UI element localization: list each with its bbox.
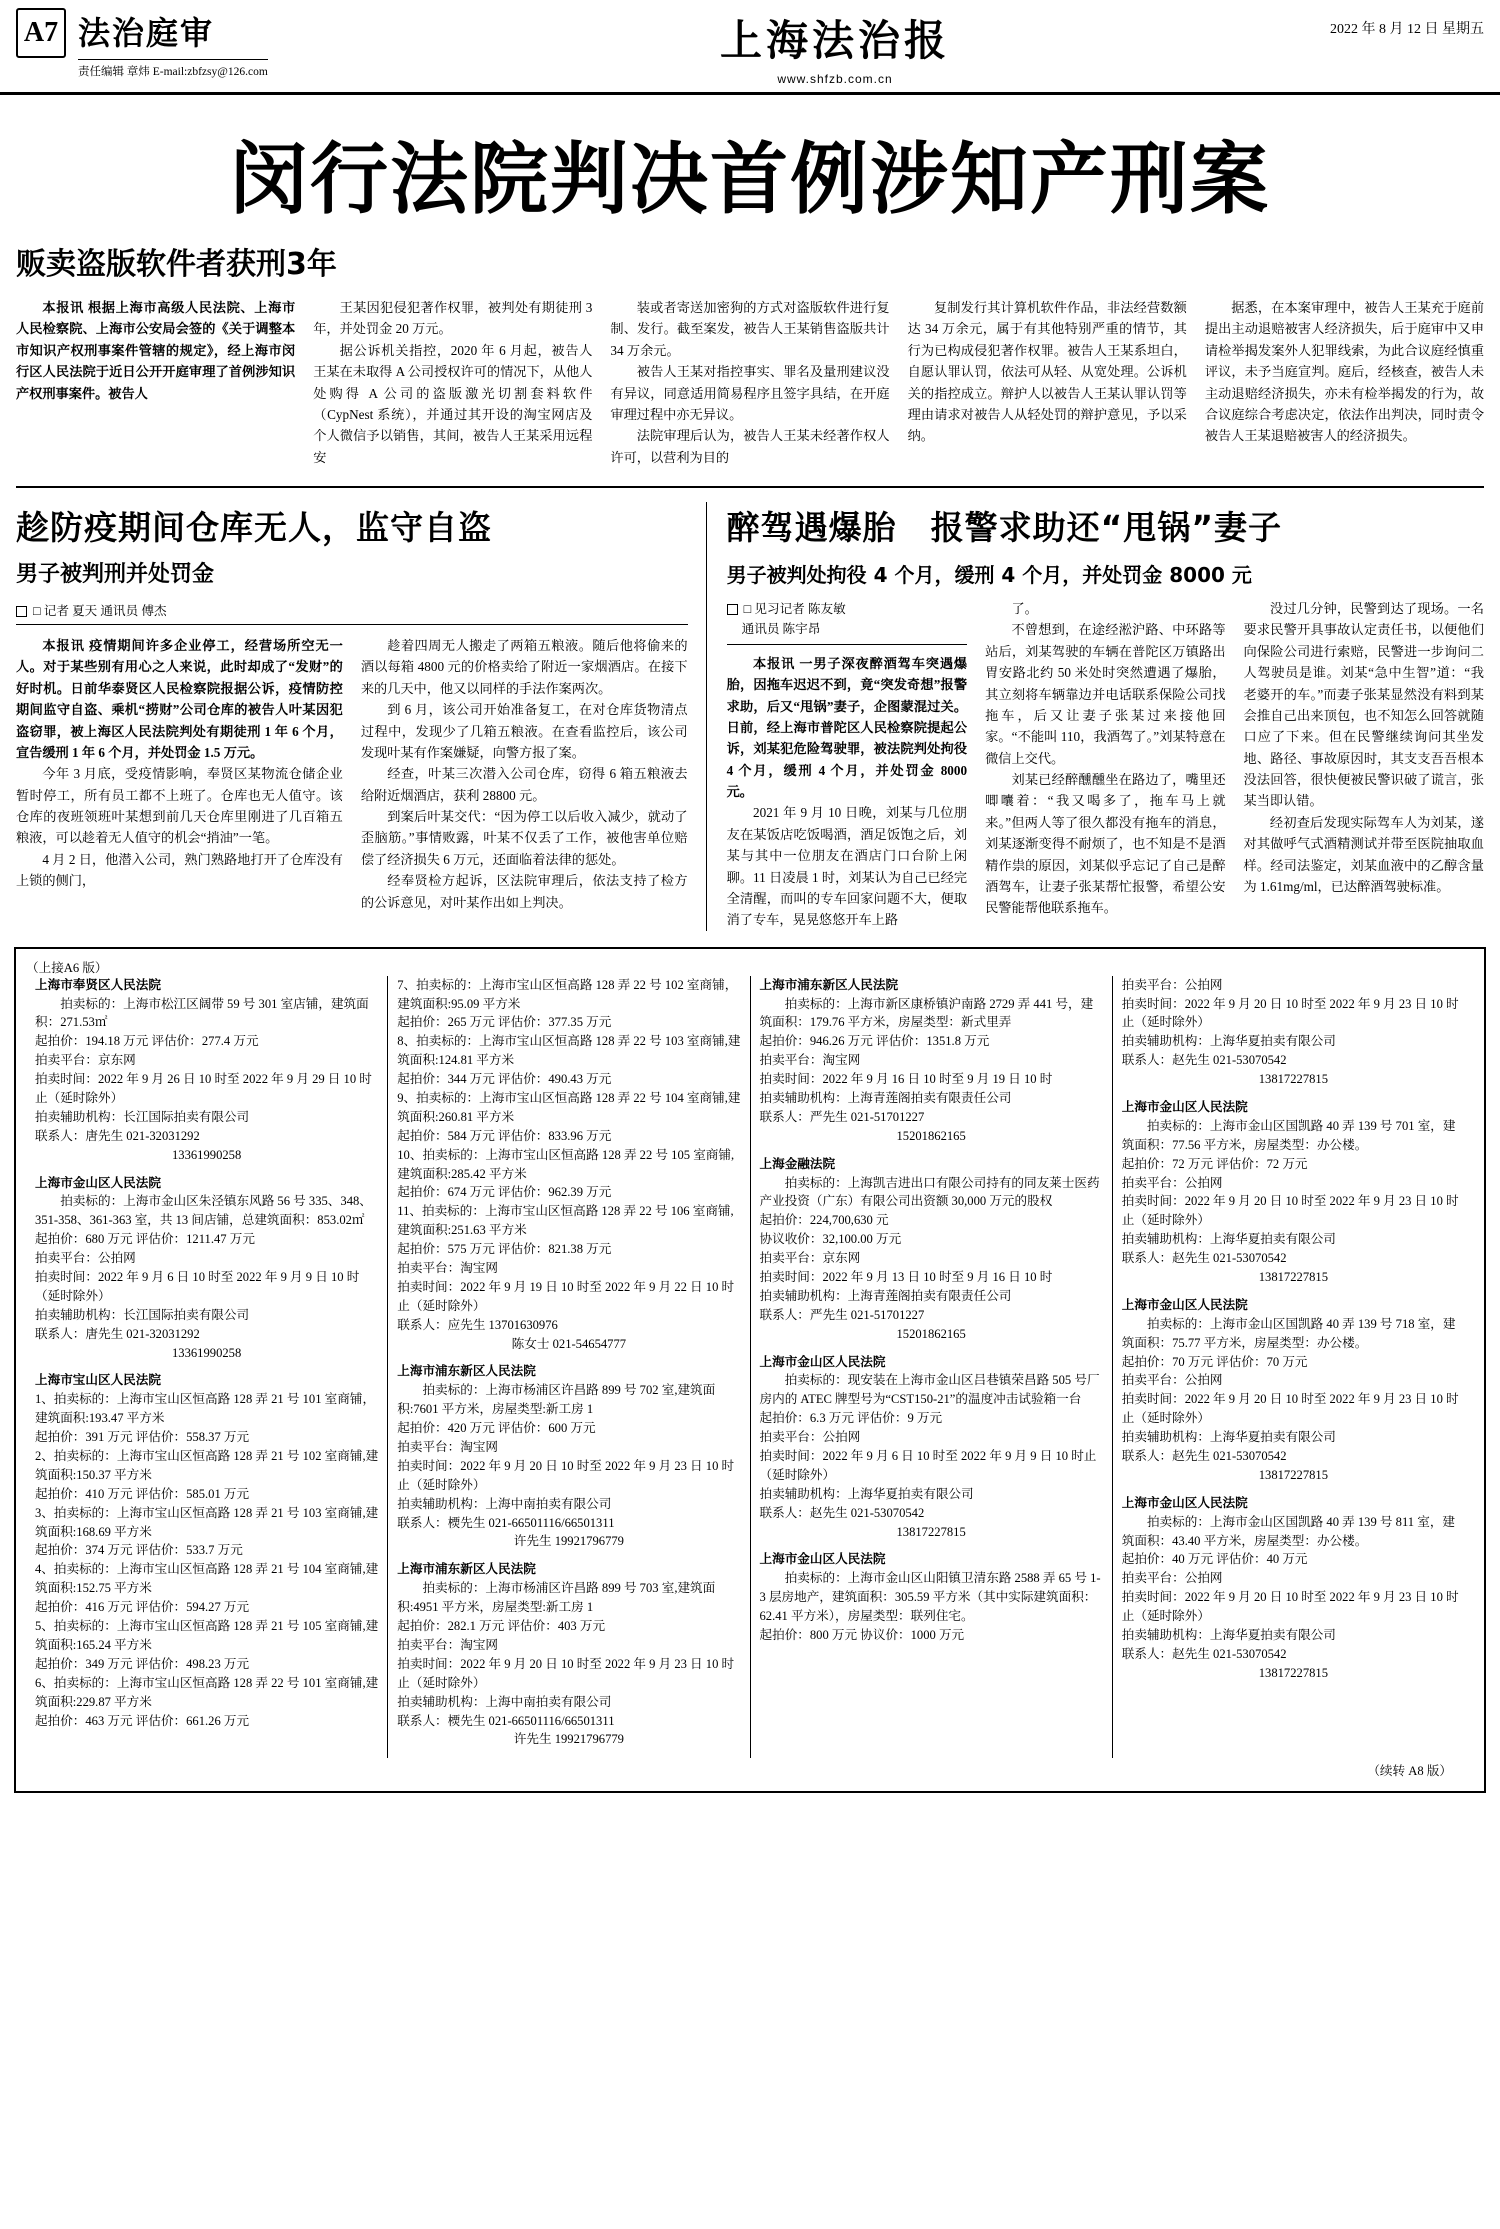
auction-line: 5、拍卖标的：上海市宝山区恒高路 128 弄 21 号 105 室商铺,建筑面积:165.24 平方米: [35, 1619, 379, 1652]
publication-date: 2022 年 8 月 12 日 星期五: [1330, 22, 1484, 37]
auction-columns: [26, 976, 1474, 1759]
auction-entry: [760, 976, 1103, 1146]
auction-line: 拍卖平台：京东网: [759, 1251, 861, 1266]
byline-bullet-icon: [727, 604, 738, 615]
court-name: 上海市金山区人民法院: [1121, 1297, 1248, 1312]
auction-line: 联系人：赵先生 021-53070542: [1121, 1251, 1287, 1266]
story2-column-2: [361, 635, 688, 913]
story2-column-1: [16, 635, 343, 913]
auction-line: 拍卖辅助机构：上海中南拍卖有限公司: [397, 1694, 612, 1709]
lead-column-3: [610, 297, 889, 468]
auction-line: 拍卖时间：2022 年 9 月 13 日 10 时至 9 月 16 日 10 时: [759, 1270, 1053, 1285]
auction-entry: [397, 976, 740, 1354]
auction-line: 拍卖标的：现安装在上海市金山区吕巷镇荣昌路 505 号厂房内的 ATEC 牌型号为“CST150-21”的温度冲击试验箱一台: [759, 1373, 1100, 1407]
continued-from-label: （上接A6 版）: [26, 960, 108, 975]
auction-line: 拍卖平台：淘宝网: [397, 1261, 498, 1276]
auction-line: 拍卖时间：2022 年 9 月 26 日 10 时至 2022 年 9 月 29 日 10 时止（延时除外）: [35, 1072, 372, 1105]
paragraph: 本报讯 根据上海市高级人民法院、上海市人民检察院、上海市公安局会签的《关于调整本市知识产权刑事案件管辖的规定》，经上海市闵行区人民法院于近日公开开庭审理了首例涉知识产权刑事案件。被告人: [16, 300, 296, 401]
auction-entry: [1122, 976, 1465, 1089]
auction-line: 许先生 19921796779: [513, 1732, 624, 1747]
court-name: 上海市宝山区人民法院: [35, 1373, 161, 1388]
paragraph: 装或者寄送加密狗的方式对盗版软件进行复制、发行。截至案发，被告人王某销售盗版共计 34 万余元。: [610, 300, 890, 358]
auction-entry: [760, 1155, 1103, 1344]
paragraph: 今年 3 月底，受疫情影响，奉贤区某物流仓储企业暂时停工，所有员工都不上班了。仓库也无人值守。该仓库的夜班领班叶某想到前几天仓库里刚进了几百箱五粮液，可以趁着无人值守的机会“捎油”一笔。: [16, 766, 343, 846]
mid-section: [0, 502, 1500, 931]
continued-to-label: （续转 A8 版）: [1367, 1764, 1452, 1779]
lead-subhead: 贩卖盗版软件者获刑3年: [16, 247, 337, 282]
auction-line: 起拍价：391 万元 评估价：558.37 万元: [35, 1430, 250, 1445]
auction-entry: [35, 1371, 378, 1730]
auction-line: 拍卖标的：上海市金山区国凯路 40 弄 139 号 811 室，建筑面积：43.40 平方米，房屋类型：办公楼。: [1121, 1514, 1456, 1548]
auction-line: 拍卖辅助机构：上海中南拍卖有限公司: [397, 1496, 612, 1511]
auction-line: 联系人：樮先生 021-66501116/66501311: [397, 1713, 615, 1728]
story2-body: [16, 635, 688, 913]
auction-line: 拍卖时间：2022 年 9 月 19 日 10 时至 2022 年 9 月 22 日 10 时止（延时除外）: [397, 1279, 735, 1313]
auction-line: 拍卖平台：京东网: [35, 1053, 136, 1068]
auction-line: 拍卖平台：公拍网: [35, 1251, 136, 1266]
auction-line: 起拍价：674 万元 评估价：962.39 万元: [397, 1185, 612, 1200]
story3-body: [727, 598, 1484, 931]
lead-body: [0, 297, 1500, 468]
section-block: [78, 8, 268, 79]
paragraph: 刘某已经醉醺醺坐在路边了，嘴里还唧囔着：“我又喝多了，拖车马上就来。”但两人等了很久都没有拖车的消息，刘某逐渐变得不耐烦了，也不知是不是酒精作祟的原因，刘某似乎忘记了自己是醉酒驾车，让妻子张某帮忙报警，希望公安民警能帮他联系拖车。: [985, 772, 1226, 916]
auction-line: 拍卖平台：公拍网: [1121, 1175, 1223, 1190]
auction-line: 陈女士 021-54654777: [511, 1336, 627, 1351]
auction-notice-block: [14, 947, 1486, 1794]
story3-byline-2: 通讯员 陈宇昂: [741, 622, 821, 637]
auction-line: 拍卖时间：2022 年 9 月 20 日 10 时至 2022 年 9 月 23 日 10 时止（延时除外）: [1121, 1590, 1459, 1624]
paragraph: 法院审理后认为，被告人王某未经著作权人许可，以营利为目的: [610, 428, 890, 465]
auction-line: 13361990258: [171, 1345, 242, 1360]
auction-entry: [1122, 1296, 1465, 1485]
lead-headline: 闵行法院判决首例涉知产刑案: [229, 135, 1270, 225]
auction-line: 联系人：赵先生 021-53070542: [1121, 1053, 1287, 1068]
auction-line: 13817227815: [1258, 1467, 1328, 1482]
story3-headline: 醉驾遇爆胎 报警求助还“甩锅”妻子: [726, 508, 1283, 547]
section-title: 法治庭审: [78, 14, 215, 52]
auction-line: 许先生 19921796779: [513, 1534, 624, 1549]
story2-byline: □ 记者 夏天 通讯员 傅杰: [33, 604, 167, 618]
paragraph: 经奉贤检方起诉，区法院审理后，依法支持了检方的公诉意见，对叶某作出如上判决。: [360, 873, 688, 910]
auction-column-3: [750, 976, 1112, 1759]
paragraph: 4 月 2 日，他潜入公司，熟门熟路地打开了仓库没有上锁的侧门，: [16, 851, 343, 889]
court-name: 上海市浦东新区人民法院: [397, 1364, 536, 1379]
auction-line: 15201862165: [896, 1326, 966, 1341]
paragraph: 没过几分钟，民警到达了现场。一名要求民警开具事故认定责任书，以便他们向保险公司进行索赔，民警进一步询问二人驾驶员是谁。刘某“急中生智”道：“我老婆开的车。”而妻子张某显然没有料到某会推自己出来顶包，也不知怎么回答就随口应了下来。但在民警继续询问其坐发地、路径、事故原因时，其支支吾吾根本没法回答，很快便被民警识破了谎言，张某当即认错。: [1243, 601, 1484, 809]
auction-line: 拍卖平台：淘宝网: [397, 1440, 498, 1455]
auction-line: 拍卖时间：2022 年 9 月 20 日 10 时至 2022 年 9 月 23 日 10 时止（延时除外）: [397, 1656, 735, 1690]
auction-line: 6、拍卖标的：上海市宝山区恒高路 128 弄 22 号 101 室商铺,建筑面积:229.87 平方米: [35, 1675, 379, 1709]
story2-subhead: 男子被判刑并处罚金: [16, 562, 215, 587]
auction-line: 起拍价：374 万元 评估价：533.7 万元: [35, 1543, 243, 1558]
paragraph: 趁着四周无人搬走了两箱五粮液。随后他将偷来的酒以每箱 4800 元的价格卖给了附近一家烟酒店。在接下来的几天中，他又以同样的手法作案两次。: [360, 638, 688, 696]
auction-line: 拍卖时间：2022 年 9 月 16 日 10 时至 9 月 19 日 10 时: [759, 1072, 1053, 1087]
auction-line: 13817227815: [1258, 1072, 1328, 1087]
auction-entry: [35, 976, 378, 1165]
auction-line: 起拍价：349 万元 评估价：498.23 万元: [35, 1656, 250, 1671]
auction-entry: [1122, 1098, 1465, 1287]
auction-line: 起拍价：265 万元 评估价：377.35 万元: [397, 1015, 612, 1030]
auction-column-1: [26, 976, 387, 1759]
auction-line: 拍卖辅助机构：上海华夏拍卖有限公司: [1121, 1232, 1336, 1247]
auction-line: 拍卖平台：淘宝网: [759, 1053, 861, 1068]
auction-line: 拍卖平台：公拍网: [1121, 1571, 1223, 1586]
auction-entry: [760, 1550, 1103, 1644]
auction-line: 联系人：严先生 021-51701227: [759, 1109, 925, 1124]
auction-line: 1、拍卖标的：上海市宝山区恒高路 128 弄 21 号 101 室商铺，建筑面积:193.47 平方米: [35, 1392, 376, 1426]
auction-line: 联系人：唐先生 021-32031292: [35, 1326, 200, 1341]
court-name: 上海市奉贤区人民法院: [35, 977, 161, 992]
auction-line: 拍卖标的：上海市金山区国凯路 40 弄 139 号 701 室，建筑面积：77.56 平方米，房屋类型：办公楼。: [1121, 1118, 1456, 1152]
auction-line: 11、拍卖标的：上海市宝山区恒高路 128 弄 22 号 106 室商铺,建筑面积:251.63 平方米: [397, 1204, 734, 1238]
story3-subhead: 男子被判处拘役 4 个月，缓刑 4 个月，并处罚金 8000 元: [726, 563, 1252, 587]
auction-line: 起拍价：70 万元 评估价：70 万元: [1121, 1354, 1308, 1369]
auction-column-2: [387, 976, 749, 1759]
auction-line: 拍卖标的：上海市新区康桥镇沪南路 2729 弄 441 号，建筑面积：179.76 平方米，房屋类型：新式里弄: [759, 996, 1094, 1030]
paragraph: 本报讯 疫情期间许多企业停工，经营场所空无一人。对于某些别有用心之人来说，此时却成了“发财”的好时机。日前华泰贤区人民检察院报据公诉，疫情防控期间监守自盗、乘机“捞财”公司仓库的被告人叶某因犯盗窃罪，被上海区人民法院判处有期徒刑 1 年 6 个月，宣告缓刑 1 年 6 个月，并处罚金 1.5 万元。: [16, 638, 343, 760]
auction-line: 起拍价：72 万元 评估价：72 万元: [1121, 1156, 1308, 1171]
auction-line: 起拍价：224,700,630 元: [759, 1213, 889, 1228]
court-name: 上海市金山区人民法院: [35, 1175, 161, 1190]
auction-line: 协议收价：32,100.00 万元: [759, 1232, 902, 1247]
masthead-center: [446, 8, 1224, 86]
auction-line: 拍卖时间：2022 年 9 月 6 日 10 时至 2022 年 9 月 9 日 10 时（延时除外）: [35, 1270, 360, 1303]
auction-line: 15201862165: [896, 1128, 966, 1143]
auction-line: 13361990258: [171, 1147, 242, 1162]
auction-line: 起拍价：344 万元 评估价：490.43 万元: [397, 1072, 612, 1087]
story3-column-2: [985, 598, 1225, 931]
auction-line: 拍卖时间：2022 年 9 月 6 日 10 时至 2022 年 9 月 9 日 10 时止（延时除外）: [759, 1449, 1097, 1482]
auction-line: 联系人：樮先生 021-66501116/66501311: [397, 1515, 615, 1530]
auction-line: 起拍价：575 万元 评估价：821.38 万元: [397, 1242, 612, 1257]
auction-line: 3、拍卖标的：上海市宝山区恒高路 128 弄 21 号 103 室商铺,建筑面积:168.69 平方米: [35, 1505, 379, 1539]
auction-line: 13817227815: [896, 1524, 966, 1539]
paragraph: 2021 年 9 月 10 日晚，刘某与几位朋友在某饭店吃饭喝酒，酒足饭饱之后，刘某与其中一位朋友在酒店门口台阶上闲聊。11 日凌晨 1 时，刘某认为自己已经完全清醒，而叫的专车回家问题不大，便取消了专车，晃晃悠悠开车上路: [726, 805, 968, 928]
paragraph: 经查，叶某三次潜入公司仓库，窃得 6 箱五粮液去给附近烟酒店，获利 28800 元。: [360, 766, 688, 803]
auction-line: 联系人：赵先生 021-53070542: [1121, 1646, 1287, 1661]
court-name: 上海市金山区人民法院: [1121, 1495, 1248, 1510]
auction-line: 起拍价：420 万元 评估价：600 万元: [397, 1421, 596, 1436]
auction-column-4: [1112, 976, 1474, 1759]
story3-column-1: [727, 598, 967, 931]
auction-line: 起拍价：6.3 万元 评估价：9 万元: [759, 1411, 943, 1426]
story-warehouse-theft: [16, 502, 707, 931]
auction-line: 拍卖辅助机构：长江国际拍卖有限公司: [35, 1109, 250, 1124]
paragraph: 到案后叶某交代：“因为停工以后收入减少，就动了歪脑筋。”事情败露，叶某不仅丢了工作，被他害单位赔偿了经济损失 6 万元，还面临着法律的惩处。: [360, 809, 688, 867]
masthead-left: [16, 8, 446, 79]
auction-line: 起拍价：410 万元 评估价：585.01 万元: [35, 1486, 250, 1501]
auction-line: 拍卖平台：公拍网: [1121, 1373, 1223, 1388]
auction-entry: [397, 1362, 740, 1551]
paragraph: 复制发行其计算机软件作品，非法经营数额达 34 万余元，属于有其他特别严重的情节，其行为已构成侵犯著作权罪。被告人王某系坦白，自愿认罪认罚，依法可从轻、从宽处理。公诉机关的指控成立。辩护人以被告人王某认罪认罚等理由请求对被告人从轻处罚的辩护意见，予以采纳。: [907, 300, 1187, 444]
auction-line: 拍卖标的：上海市金山区山阳镇卫清东路 2588 弄 65 号 1-3 层房地产，建筑面积：305.59 平方米（其中实际建筑面积：62.41 平方米），房屋类型：联列住宅。: [759, 1571, 1101, 1624]
auction-line: 拍卖标的：上海市金山区朱泾镇东风路 56 号 335、348、351-358、361-363 室，共 13 间店铺，总建筑面积：853.02㎡: [35, 1194, 372, 1228]
auction-line: 13817227815: [1258, 1665, 1328, 1680]
auction-line: 拍卖平台：公拍网: [1121, 977, 1223, 992]
court-name: 上海市浦东新区人民法院: [397, 1562, 536, 1577]
masthead: [0, 0, 1500, 95]
auction-line: 起拍价：800 万元 协议价：1000 万元: [759, 1628, 965, 1643]
paragraph: 据公诉机关指控，2020 年 6 月起，被告人王某在未取得 A 公司授权许可的情况下，从他人处购得 A 公司的盗版激光切割套料软件（CypNest 系统），并通过其开设的淘宝网店及个人微信予以销售，其间，被告人王某采用远程安: [313, 342, 593, 465]
auction-line: 联系人：赵先生 021-53070542: [759, 1505, 925, 1520]
page-number-text: A7: [23, 17, 59, 48]
auction-line: 联系人：唐先生 021-32031292: [35, 1128, 200, 1143]
auction-line: 拍卖辅助机构：长江国际拍卖有限公司: [35, 1307, 250, 1322]
auction-line: 拍卖标的：上海市金山区国凯路 40 弄 139 号 718 室，建筑面积：75.77 平方米，房屋类型：办公楼。: [1121, 1316, 1456, 1350]
auction-entry: [397, 1560, 740, 1749]
paragraph: 据悉，在本案审理中，被告人王某充于庭前提出主动退赔被害人经济损失，后于庭审中又申请检举揭发案外人犯罪线索，为此合议庭经慎重评议，未予当庭宣判。庭后，经核查，被告人未主动退赔经济损失，亦未有检举揭发的行为，故合议庭综合考虑决定，依法作出判决，同时责令被告人王某退赔被害人的经济损失。: [1204, 300, 1485, 444]
lead-column-4: [908, 297, 1187, 468]
paragraph: 了。: [1011, 601, 1038, 616]
auction-line: 拍卖辅助机构：上海华夏拍卖有限公司: [1121, 1430, 1336, 1445]
auction-line: 拍卖辅助机构：上海华夏拍卖有限公司: [759, 1486, 974, 1501]
auction-line: 起拍价：584 万元 评估价：833.96 万元: [397, 1128, 612, 1143]
auction-entry: [35, 1174, 378, 1363]
auction-line: 13817227815: [1258, 1270, 1328, 1285]
byline-bullet-icon: [16, 606, 27, 617]
lead-column-1: [16, 297, 295, 468]
auction-line: 拍卖辅助机构：上海青莲阁拍卖有限责任公司: [759, 1091, 1012, 1105]
auction-line: 9、拍卖标的：上海市宝山区恒高路 128 弄 22 号 104 室商铺,建筑面积:260.81 平方米: [397, 1091, 741, 1124]
auction-line: 拍卖平台：淘宝网: [397, 1637, 498, 1652]
court-name: 上海市浦东新区人民法院: [759, 977, 899, 992]
auction-line: 拍卖平台：公拍网: [759, 1430, 861, 1445]
court-name: 上海金融法院: [759, 1156, 836, 1171]
auction-line: 起拍价：680 万元 评估价：1211.47 万元: [35, 1232, 255, 1247]
auction-entry: [1122, 1494, 1465, 1683]
auction-line: 拍卖辅助机构：上海华夏拍卖有限公司: [1121, 1628, 1336, 1643]
auction-line: 拍卖标的：上海市松江区阔带 59 号 301 室店铺，建筑面积：271.53㎡: [35, 996, 369, 1030]
paragraph: 不曾想到，在途经淞沪路、中环路等站后，刘某驾驶的车辆在普陀区万镇路出胃安路北约 50 米处时突然遭遇了爆胎，其立刻将车辆靠边并电话联系保险公司找拖车，后又让妻子张某过来接他回家。“不能叫 110，我酒驾了。”刘某特意在微信上交代。: [985, 622, 1226, 766]
story3-column-3: [1244, 598, 1484, 931]
paper-name: 上海法治报: [719, 16, 950, 65]
editor-line: 责任编辑 章炜 E-mail:zbfzsy@126.com: [78, 59, 268, 79]
paragraph: 本报讯 一男子深夜醉酒驾车突遇爆胎，因拖车迟迟不到，竟“突发奇想”报警求助，后又“甩锅”妻子，企图蒙混过关。日前，经上海市普陀区人民检察院提起公诉，刘某犯危险驾驶罪，被法院判处拘役 4 个月，缓刑 4 个月，并处罚金 8000 元。: [726, 655, 968, 800]
auction-line: 7、拍卖标的：上海市宝山区恒高路 128 弄 22 号 102 室商铺，建筑面积:95.09 平方米: [397, 977, 738, 1011]
paragraph: 到 6 月，该公司开始准备复工，在对仓库货物清点过程中，发现少了几箱五粮液。在查看监控后，该公司发现叶某有作案嫌疑，向警方报了案。: [360, 702, 688, 760]
court-name: 上海市金山区人民法院: [759, 1354, 886, 1369]
auction-line: 拍卖标的：上海市杨浦区许昌路 899 号 702 室,建筑面积:7601 平方米，房屋类型:新工房 1: [397, 1383, 716, 1417]
auction-line: 联系人：赵先生 021-53070542: [1121, 1449, 1287, 1464]
paragraph: 王某因犯侵犯著作权罪，被判处有期徒刑 3 年，并处罚金 20 万元。: [313, 300, 593, 337]
auction-line: 起拍价：282.1 万元 评估价：403 万元: [397, 1619, 606, 1634]
auction-line: 拍卖标的：上海市杨浦区许昌路 899 号 703 室,建筑面积:4951 平方米，房屋类型:新工房 1: [397, 1581, 716, 1615]
paper-website[interactable]: www.shfzb.com.cn: [777, 72, 893, 86]
story2-headline: 趁防疫期间仓库无人，监守自盗: [16, 508, 492, 547]
auction-line: 8、拍卖标的：上海市宝山区恒高路 128 弄 22 号 103 室商铺,建筑面积:124.81 平方米: [397, 1034, 741, 1068]
auction-line: 拍卖时间：2022 年 9 月 20 日 10 时至 2022 年 9 月 23 日 10 时止（延时除外）: [397, 1458, 735, 1492]
lead-column-2: [313, 297, 592, 468]
auction-line: 拍卖时间：2022 年 9 月 20 日 10 时至 2022 年 9 月 23 日 10 时止（延时除外）: [1121, 1392, 1459, 1426]
auction-line: 拍卖辅助机构：上海青莲阁拍卖有限责任公司: [759, 1288, 1012, 1303]
story-drunk-driving: [707, 502, 1484, 931]
page-number-badge: [16, 8, 66, 58]
auction-line: 起拍价：946.26 万元 评估价：1351.8 万元: [759, 1034, 990, 1049]
auction-line: 拍卖时间：2022 年 9 月 20 日 10 时至 2022 年 9 月 23 日 10 时止（延时除外）: [1121, 1194, 1459, 1228]
paragraph: 经初查后发现实际驾车人为刘某，遂对其做呼气式酒精测试并带至医院抽取血样。经司法鉴定，刘某血液中的乙醇含量为 1.61mg/ml，已达醉酒驾驶标准。: [1243, 814, 1484, 894]
paragraph: 被告人王某对指控事实、罪名及量刑建议没有异议，同意适用简易程序且签字具结，在开庭审理过程中亦无异议。: [610, 364, 890, 422]
court-name: 上海市金山区人民法院: [1121, 1100, 1248, 1114]
auction-line: 2、拍卖标的：上海市宝山区恒高路 128 弄 21 号 102 室商铺,建筑面积:150.37 平方米: [35, 1449, 379, 1482]
auction-line: 起拍价：463 万元 评估价：661.26 万元: [35, 1713, 250, 1728]
section-divider: [16, 486, 1484, 488]
auction-line: 10、拍卖标的：上海市宝山区恒高路 128 弄 22 号 105 室商铺,建筑面积:285.42 平方米: [397, 1147, 735, 1181]
auction-line: 起拍价：40 万元 评估价：40 万元: [1121, 1552, 1308, 1567]
lead-column-5: [1205, 297, 1484, 468]
auction-line: 4、拍卖标的：上海市宝山区恒高路 128 弄 21 号 104 室商铺,建筑面积:152.75 平方米: [35, 1562, 379, 1596]
auction-line: 拍卖时间：2022 年 9 月 20 日 10 时至 2022 年 9 月 23 日 10 时止（延时除外）: [1121, 996, 1459, 1030]
auction-line: 拍卖辅助机构：上海华夏拍卖有限公司: [1121, 1034, 1336, 1049]
auction-entry: [760, 1353, 1103, 1542]
court-name: 上海市金山区人民法院: [759, 1552, 886, 1567]
auction-line: 联系人：应先生 13701630976: [397, 1317, 558, 1332]
auction-line: 联系人：严先生 021-51701227: [759, 1307, 925, 1322]
auction-line: 起拍价：194.18 万元 评估价：277.4 万元: [35, 1034, 259, 1049]
auction-line: 起拍价：416 万元 评估价：594.27 万元: [35, 1600, 250, 1615]
auction-line: 拍卖标的：上海凯吉进出口有限公司持有的同友莱士医药产业投资（广东）有限公司出资额 30,000 万元的股权: [759, 1175, 1100, 1209]
story3-byline-1: □ 见习记者 陈友敏: [743, 602, 846, 616]
